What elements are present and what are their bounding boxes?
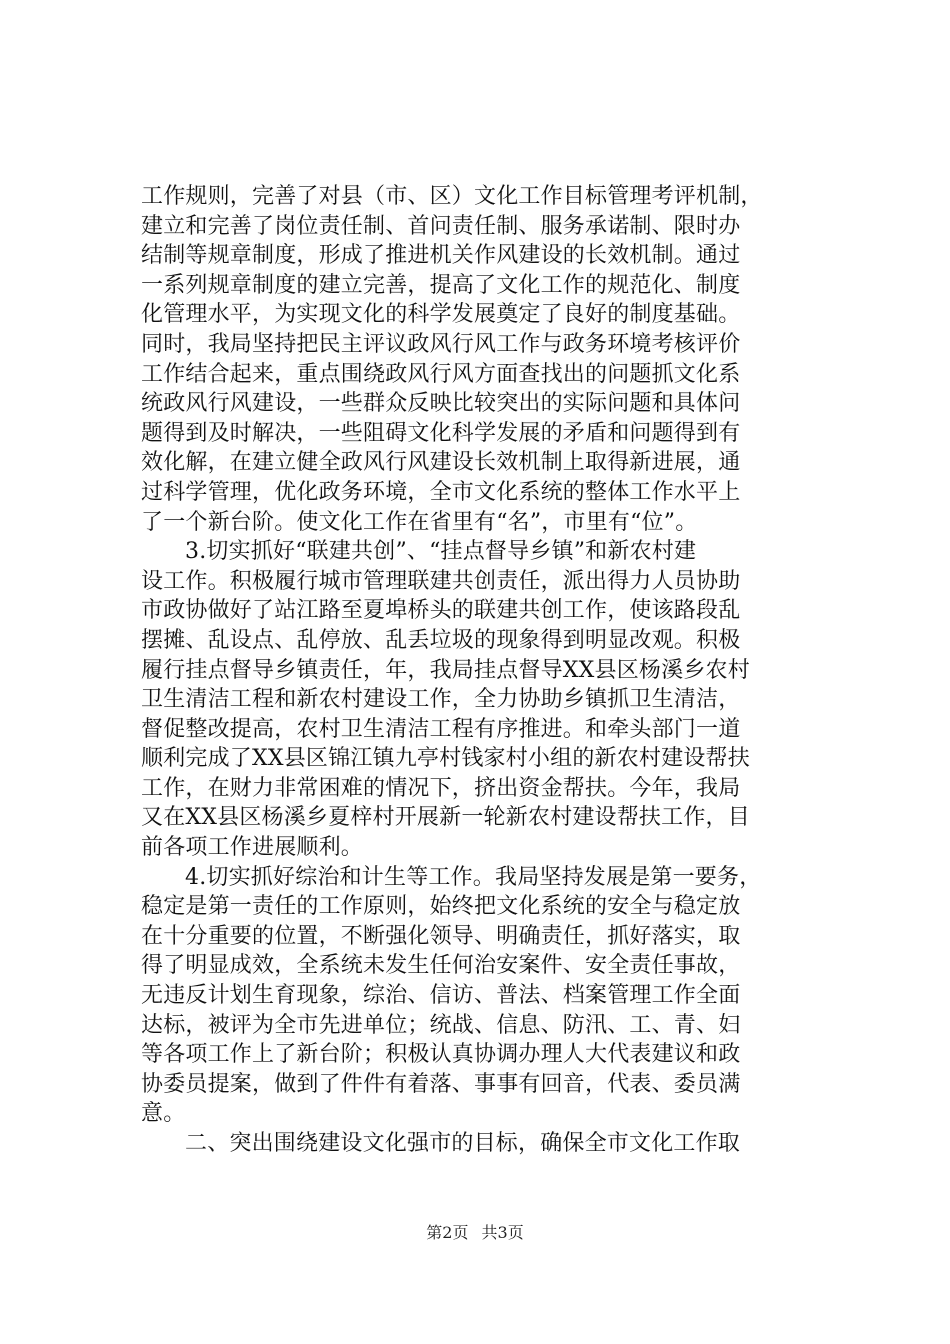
text-line: 市政协做好了站江路至夏埠桥头的联建共创工作，使该路段乱 [141,598,741,624]
text-line: 达标，被评为全市先进单位；统战、信息、防汛、工、青、妇 [141,1012,741,1038]
text-line: 3.切实抓好“联建共创”、“挂点督导乡镇”和新农村建 [185,539,697,565]
page-footer [0,1220,950,1243]
text-line: 又在XX县区杨溪乡夏梓村开展新一轮新农村建设帮扶工作，目 [141,805,750,831]
text-line: 工作结合起来，重点围绕政风行风方面查找出的问题抓文化系 [141,361,741,387]
page-number: 第2页 [426,1223,469,1242]
text-line: 顺利完成了XX县区锦江镇九亭村钱家村小组的新农村建设帮扶 [141,746,750,772]
page-total: 共3页 [481,1223,524,1242]
text-line: 得了明显成效，全系统未发生任何治安案件、安全责任事故， [141,953,741,979]
text-line: 稳定是第一责任的工作原则，始终把文化系统的安全与稳定放 [141,894,741,920]
text-line: 化管理水平，为实现文化的科学发展奠定了良好的制度基础。 [141,302,741,328]
text-line: 4.切实抓好综治和计生等工作。我局坚持发展是第一要务， [185,864,762,890]
text-line: 协委员提案，做到了件件有着落、事事有回音，代表、委员满 [141,1071,741,1097]
text-line: 履行挂点督导乡镇责任，年，我局挂点督导XX县区杨溪乡农村 [141,657,750,683]
text-line: 一系列规章制度的建立完善，提高了文化工作的规范化、制度 [141,272,741,298]
text-line: 工作，在财力非常困难的情况下，挤出资金帮扶。今年，我局 [141,775,741,801]
text-line: 题得到及时解决，一些阻碍文化科学发展的矛盾和问题得到有 [141,420,741,446]
text-line: 在十分重要的位置，不断强化领导、明确责任，抓好落实，取 [141,923,741,949]
text-line: 过科学管理，优化政务环境，全市文化系统的整体工作水平上 [141,479,741,505]
text-line: 卫生清洁工程和新农村建设工作，全力协助乡镇抓卫生清洁， [141,687,741,713]
text-line: 建立和完善了岗位责任制、首问责任制、服务承诺制、限时办 [141,213,741,239]
text-line: 了一个新台阶。使文化工作在省里有“名”，市里有“位”。 [141,509,698,535]
text-line: 意。 [141,1101,186,1127]
text-line: 同时，我局坚持把民主评议政风行风工作与政务环境考核评价 [141,331,741,357]
text-line: 二、突出围绕建设文化强市的目标，确保全市文化工作取 [185,1131,741,1156]
text-line: 前各项工作进展顺利。 [141,835,364,861]
document-body [141,182,831,1159]
text-line: 统政风行风建设，一些群众反映比较突出的实际问题和具体问 [141,391,741,417]
text-line: 摆摊、乱设点、乱停放、乱丢垃圾的现象得到明显改观。积极 [141,627,741,653]
text-line: 工作规则，完善了对县（市、区）文化工作目标管理考评机制， [141,184,763,209]
text-line: 设工作。积极履行城市管理联建共创责任，派出得力人员协助 [141,568,741,594]
text-line: 结制等规章制度，形成了推进机关作风建设的长效机制。通过 [141,243,741,269]
text-line: 等各项工作上了新台阶；积极认真协调办理人大代表建议和政 [141,1042,741,1068]
text-line: 效化解，在建立健全政风行风建设长效机制上取得新进展，通 [141,450,741,476]
text-line: 无违反计划生育现象，综治、信访、普法、档案管理工作全面 [141,983,741,1009]
text-line: 督促整改提高，农村卫生清洁工程有序推进。和牵头部门一道 [141,716,741,742]
